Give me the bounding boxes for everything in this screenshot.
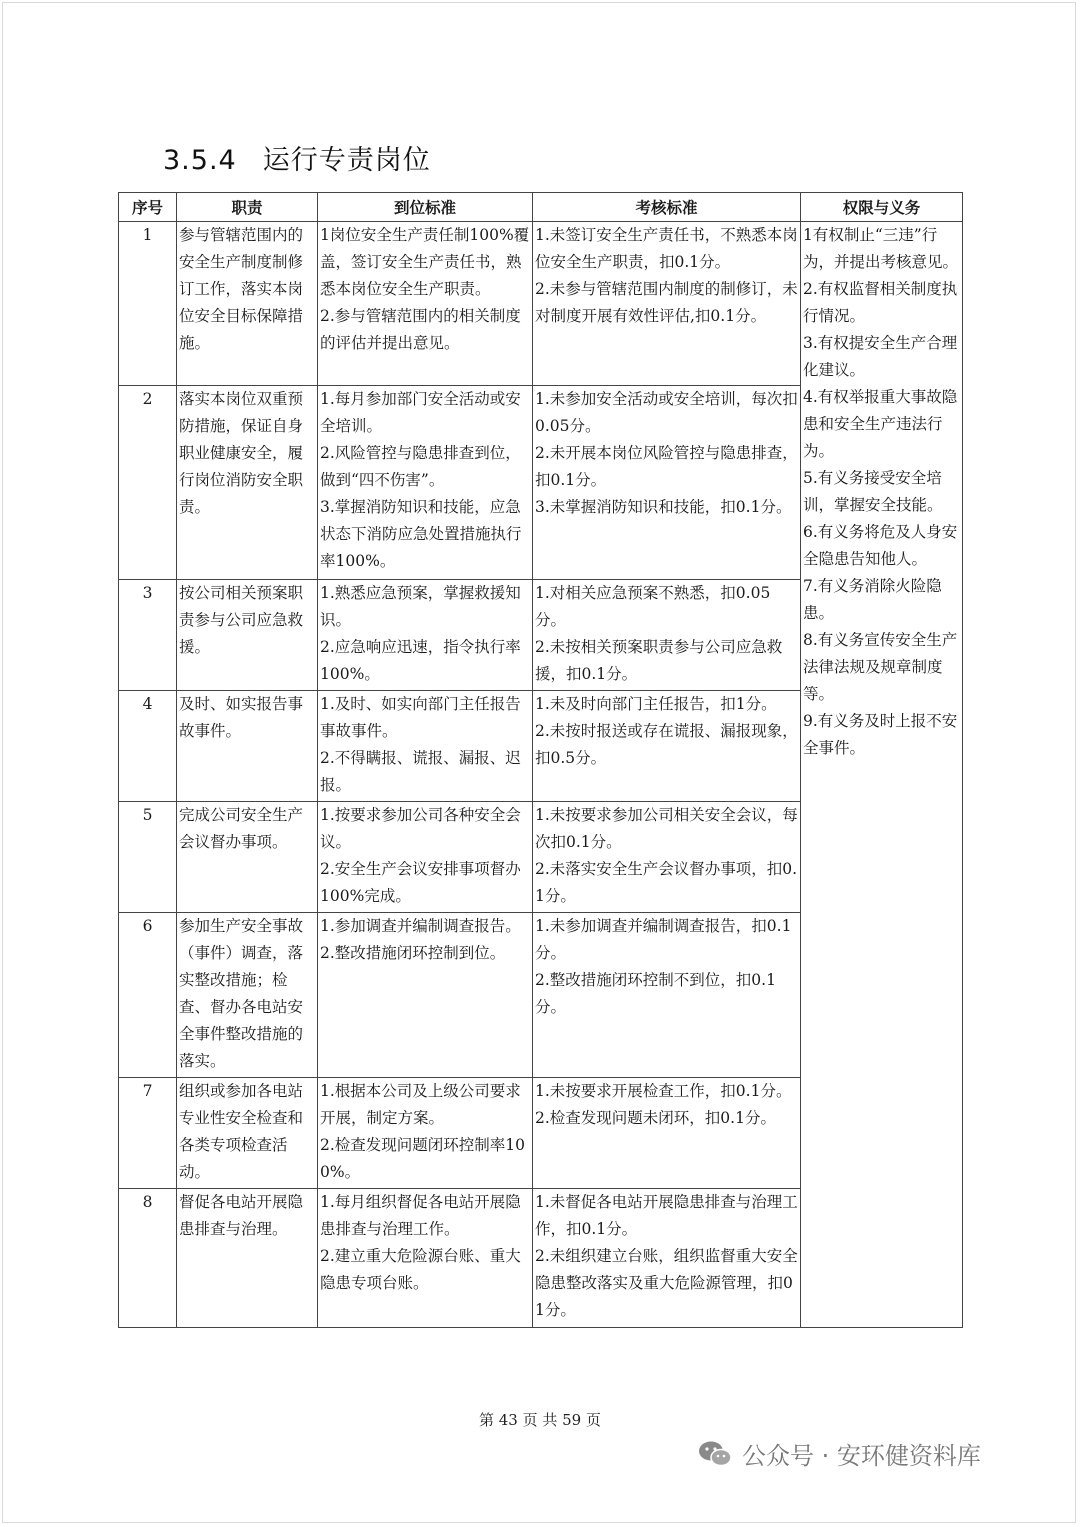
watermark-text: 公众号 · 安环健资料库 — [742, 1442, 981, 1470]
standard-item: 1.每月参加部门安全活动或安全培训。 — [320, 390, 521, 435]
section-heading — [163, 138, 431, 177]
row-number: 4 — [119, 691, 177, 802]
assessment-cell — [533, 1189, 801, 1328]
assessment-item: 1.未按要求开展检查工作，扣0.1分。 — [535, 1082, 792, 1100]
rights-cell — [801, 222, 963, 1328]
standard-item: 1.熟悉应急预案，掌握救援知识。 — [320, 584, 521, 629]
rights-item: 8.有义务宣传安全生产法律法规及规章制度等。 — [803, 631, 958, 703]
standard-cell — [318, 222, 533, 386]
standard-item: 2.建立重大危险源台账、重大隐患专项台账。 — [320, 1247, 521, 1292]
assessment-item: 1.未参加调查并编制调查报告，扣0.1分。 — [535, 917, 792, 962]
assessment-item: 3.未掌握消防知识和技能，扣0.1分。 — [535, 498, 792, 516]
standard-cell — [318, 1189, 533, 1328]
standard-item: 3.掌握消防知识和技能，应急状态下消防应急处置措施执行率100%。 — [320, 498, 522, 570]
standard-cell — [318, 1078, 533, 1189]
rights-item: 4.有权举报重大事故隐患和安全生产违法行为。 — [803, 388, 958, 460]
assessment-item: 1.未及时向部门主任报告，扣1分。 — [535, 695, 777, 713]
duty-cell: 落实本岗位双重预防措施，保证自身职业健康安全，履行岗位消防安全职责。 — [177, 386, 318, 580]
standard-item: 1.参加调查并编制调查报告。 — [320, 917, 521, 935]
standard-cell — [318, 580, 533, 691]
standard-cell — [318, 386, 533, 580]
standard-item: 2.检查发现问题闭环控制率100%。 — [320, 1136, 526, 1181]
assessment-cell — [533, 691, 801, 802]
rights-item: 3.有权提安全生产合理化建议。 — [803, 334, 958, 379]
assessment-item: 1.对相关应急预案不熟悉，扣0.05分。 — [535, 584, 771, 629]
assessment-item: 1.未按要求参加公司相关安全会议，每次扣0.1分。 — [535, 806, 798, 851]
responsibility-table — [118, 192, 963, 1328]
header-cell: 职责 — [177, 193, 318, 222]
table-header-row — [119, 193, 963, 222]
rights-item: 2.有权监督相关制度执行情况。 — [803, 280, 958, 325]
duty-cell: 及时、如实报告事故事件。 — [177, 691, 318, 802]
standard-item: 1.及时、如实向部门主任报告事故事件。 — [320, 695, 521, 740]
standard-item: 2.整改措施闭环控制到位。 — [320, 944, 506, 962]
duty-cell: 督促各电站开展隐患排查与治理。 — [177, 1189, 318, 1328]
assessment-item: 1.未参加安全活动或安全培训，每次扣0.05分。 — [535, 390, 798, 435]
duty-cell: 参加生产安全事故（事件）调查，落实整改措施；检查、督办各电站安全事件整改措施的落实。 — [177, 913, 318, 1078]
header-cell: 到位标准 — [318, 193, 533, 222]
header-cell: 考核标准 — [533, 193, 801, 222]
standard-cell — [318, 802, 533, 913]
duty-cell: 组织或参加各电站专业性安全检查和各类专项检查活动。 — [177, 1078, 318, 1189]
assessment-item: 2.未按时报送或存在谎报、漏报现象，扣0.5分。 — [535, 722, 798, 767]
assessment-cell — [533, 386, 801, 580]
standard-item: 2.风险管控与隐患排查到位，做到“四不伤害”。 — [320, 444, 521, 489]
table-row — [119, 222, 963, 386]
row-number: 8 — [119, 1189, 177, 1328]
assessment-item: 2.未按相关预案职责参与公司应急救援，扣0.1分。 — [535, 638, 783, 683]
assessment-item: 2.整改措施闭环控制不到位，扣0.1分。 — [535, 971, 776, 1016]
assessment-item: 2.未落实安全生产会议督办事项，扣0.1分。 — [535, 860, 798, 905]
standard-item: 1.按要求参加公司各种安全会议。 — [320, 806, 521, 851]
assessment-item: 2.未开展本岗位风险管控与隐患排查，扣0.1分。 — [535, 444, 798, 489]
standard-item: 2.参与管辖范围内的相关制度的评估并提出意见。 — [320, 307, 521, 352]
row-number: 7 — [119, 1078, 177, 1189]
rights-item: 1有权制止“三违”行为，并提出考核意见。 — [803, 226, 959, 271]
duty-cell: 参与管辖范围内的安全生产制度制修订工作，落实本岗位安全目标保障措施。 — [177, 222, 318, 386]
standard-cell — [318, 691, 533, 802]
assessment-item: 2.未参与管辖范围内制度的制修订，未对制度开展有效性评估,扣0.1分。 — [535, 280, 798, 325]
standard-item: 2.安全生产会议安排事项督办100%完成。 — [320, 860, 521, 905]
assessment-item: 1.未签订安全生产责任书，不熟悉本岗位安全生产职责，扣0.1分。 — [535, 226, 798, 271]
rights-item: 7.有义务消除火险隐患。 — [803, 577, 942, 622]
assessment-cell — [533, 913, 801, 1078]
rights-item: 6.有义务将危及人身安全隐患告知他人。 — [803, 523, 958, 568]
row-number: 6 — [119, 913, 177, 1078]
rights-item: 9.有义务及时上报不安全事件。 — [803, 712, 958, 757]
header-cell: 序号 — [119, 193, 177, 222]
section-title: 运行专责岗位 — [262, 145, 431, 176]
standard-item: 2.应急响应迅速，指令执行率100%。 — [320, 638, 521, 683]
assessment-item: 2.未组织建立台账，组织监督重大安全隐患整改落实及重大危险源管理，扣0 1分。 — [535, 1247, 798, 1319]
duty-cell: 完成公司安全生产会议督办事项。 — [177, 802, 318, 913]
standard-item: 1.每月组织督促各电站开展隐患排查与治理工作。 — [320, 1193, 521, 1238]
assessment-item: 1.未督促各电站开展隐患排查与治理工作，扣0.1分。 — [535, 1193, 798, 1238]
row-number: 3 — [119, 580, 177, 691]
assessment-cell — [533, 580, 801, 691]
standard-cell — [318, 913, 533, 1078]
assessment-cell — [533, 802, 801, 913]
standard-item: 1.根据本公司及上级公司要求开展，制定方案。 — [320, 1082, 521, 1127]
row-number: 2 — [119, 386, 177, 580]
standard-item: 2.不得瞒报、谎报、漏报、迟报。 — [320, 749, 521, 794]
standard-item: 1岗位安全生产责任制100%覆盖，签订安全生产责任书，熟悉本岗位安全生产职责。 — [320, 226, 530, 298]
wechat-icon — [698, 1440, 732, 1468]
assessment-item: 2.检查发现问题未闭环，扣0.1分。 — [535, 1109, 776, 1127]
watermark — [698, 1436, 981, 1471]
page-footer: 第 43 页 共 59 页 — [478, 1411, 601, 1429]
rights-item: 5.有义务接受安全培训，掌握安全技能。 — [803, 469, 943, 514]
duty-cell: 按公司相关预案职责参与公司应急救援。 — [177, 580, 318, 691]
assessment-cell — [533, 1078, 801, 1189]
row-number: 5 — [119, 802, 177, 913]
section-number: 3.5.4 — [163, 145, 237, 176]
header-cell: 权限与义务 — [801, 193, 963, 222]
row-number: 1 — [119, 222, 177, 386]
assessment-cell — [533, 222, 801, 386]
